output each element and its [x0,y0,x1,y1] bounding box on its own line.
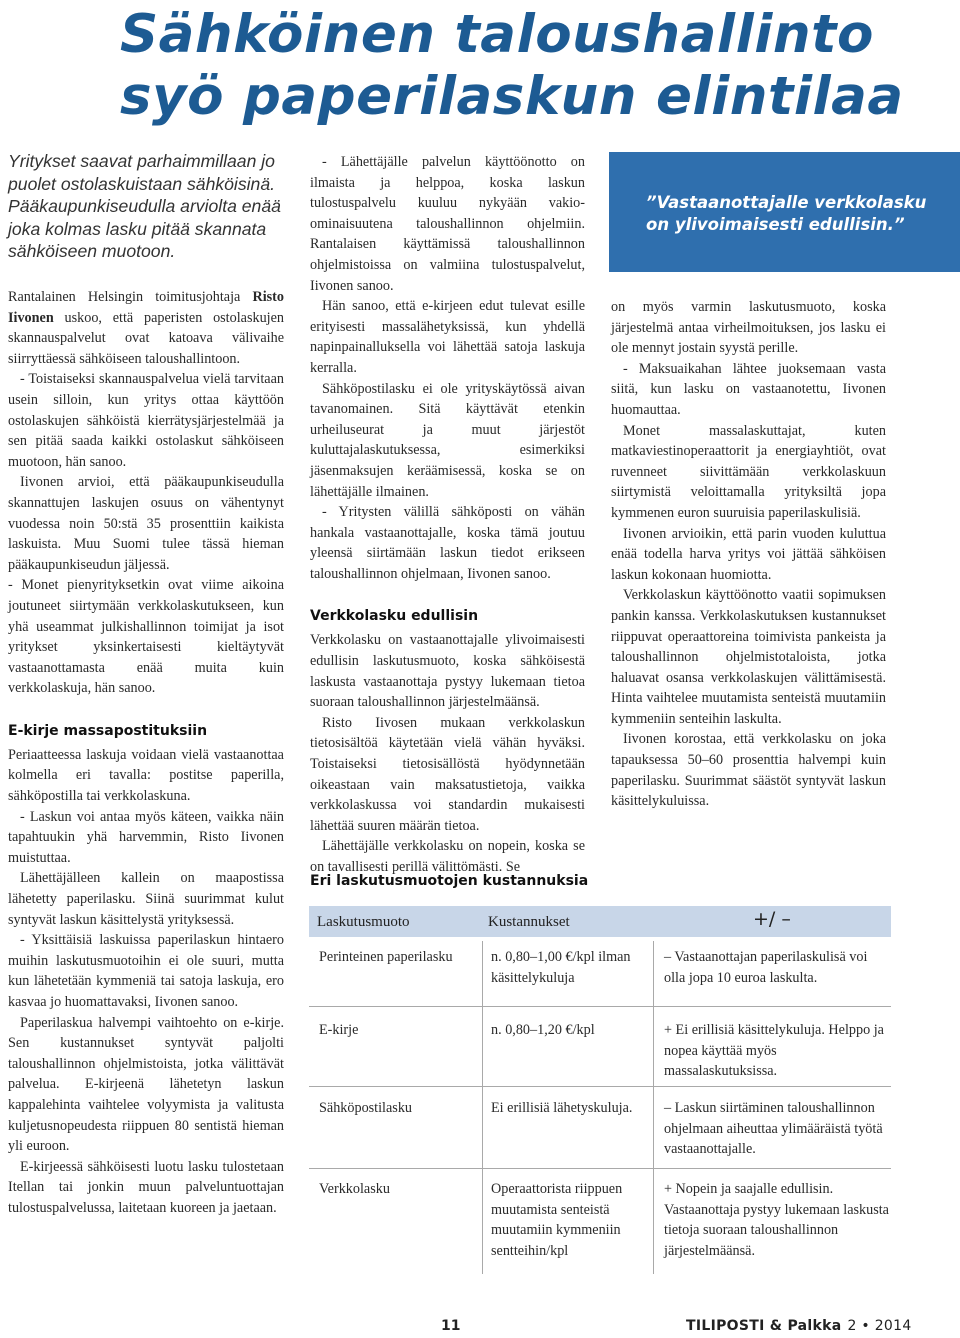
paragraph: Iivonen korostaa, että verkkolasku on joka tapauksessa 50–60 prosenttia halvempi kuin paperilasku. Suurimmat säästöt syntyvät laskun käsittelykuluissa. [611,731,886,810]
paragraph: Lähettäjälle verkkolasku on nopein, koska se on tavallisesti perillä välittömästi. Se [310,838,585,875]
spacer [310,584,585,606]
paragraph: Lähettäjälleen kallein on maapostissa lähetetty paperilasku. Siinä suurimmat kulut syntyvät laskun käsittelystä yrityksessä. [8,870,284,928]
column-2 [310,152,585,878]
text-run: Rantalainen Helsingin toimitusjohtaja [8,289,253,305]
paragraph: Verkkolaskun käyttöönotto vaatii sopimuksen pankin kanssa. Verkkolaskutuksen kustannukset riippuvat operaattoreina toimivista pankeista ja taloushallinnon ohjelmistotaloista, jotka haluavat osansa verkkolaskujen välittämisestä. Hinta vaihtelee muutamista senteistä muutamiin kymmeniin senteihin laskulta. [611,587,886,727]
issue-number: 2 • 2014 [847,1318,912,1334]
cell-note: + Ei erillisiä käsittelykuluja. Helppo ja nopea käyttää myös massalaskutuksissa. [664,1022,884,1079]
paragraph: Hän sanoo, että e-kirjeen edut tulevat esille erityisesti massalähetyksissä, kun yhdellä napinpainalluksella voi lähettää satoja laskuja kerralla. [310,298,585,376]
paragraph: Paperilaskua halvempi vaihtoehto on e-kirje. Sen kustannukset syntyvät paljolti taloushallinnon ohjelmistoista, jotka välittävät palvelua. E-kirjeenä lähetetyn laskun kappalehinta vaihtelee volyymista ja valitusta kuljetusnopeudesta riippuen 80 sentistä hieman yli euroon. [8,1014,284,1155]
column-3 [611,297,886,812]
subheading: Verkkolasku edullisin [310,608,479,625]
text-run: uskoo, että paperisten ostolaskujen skannauspalvelut ovat katoava välivaihe siirryttäessä sähköiseen taloushallintoon. [8,309,284,367]
cell-note: + Nopein ja saajalle edullisin. Vastaanottaja pystyy lukemaan laskusta tietoja suoraan taloushallinnon järjestelmäänsä. [664,1181,889,1259]
cell-type: Verkkolasku [319,1181,390,1197]
cell-cost: n. 0,80–1,00 €/kpl ilman käsittelykuluja [491,949,631,986]
lead-paragraph: Yritykset saavat parhaimmillaan jo puolet ostolaskuistaan sähköisinä. Pääkaupunkiseudulla arviolta enää joka kolmas lasku pitää skannata sähköiseen muotoon. [8,151,281,261]
cell-type: Sähköpostilasku [319,1100,413,1116]
row-divider [309,1086,891,1087]
pull-quote: ”Vastaanottajalle verkkolasku on ylivoimaisesti edullisin.” [609,152,960,272]
paragraph: Iivonen arvioikin, että parin vuoden kuluttua enää todella harva yritys voi jättää sähköisen laskun kokonaan huomiotta. [611,525,886,583]
paragraph [8,287,284,369]
column-header-type: Laskutusmuoto [317,914,410,930]
cell-note: – Vastaanottajan paperilaskulisä voi olla jopa 10 euroa laskulta. [664,949,868,986]
paragraph: - Toistaiseksi skannauspalvelua vielä tarvitaan usein silloin, kun yritys ottaa käyttöön ostolaskujen sähköistä kierrätysjärjestelmää ja sen pitää saada kaikki ostolaskut sähköiseen muotoon, hän sanoo. [8,371,284,470]
row-divider [309,1006,891,1007]
paragraph: Monet massalaskuttajat, kuten matkaviestinoperaattorit ja energiayhtiöt, ovat ruvenneet siivittämään verkkolaskuun siirtymistä veloittamalla yrityksiltä jopa kymmenen euron suuruisia paperilaskulisiä. [611,422,886,521]
table-title: Eri laskutusmuotojen kustannuksia [310,873,589,889]
paragraph: Periaatteessa laskuja voidaan vielä vastaanottaa kolmella eri tavalla: postitse paperilla, sähköpostilla tai verkkolaskuna. [8,746,284,805]
paragraph: - Monet pienyrityksetkin ovat viime aikoina joutuneet siirtymään verkkolaskutukseen, kun yhä useammat julkishallinnon toimijat ja isot yritykset yksinkertaisesti kieltäytyvät vastaanottamasta enää muita kuin verkkolaskuja, hän sanoo. [8,577,284,697]
paragraph: E-kirjeessä sähköisesti luotu lasku tulostetaan Itellan tai jonkin muun palveluntuottajan tulostuspalvelussa, laitetaan kuoreen ja jaetaan. [8,1158,284,1216]
cell-type: Perinteinen paperilasku [319,949,453,965]
column-header-cost: Kustannukset [488,914,570,930]
cell-cost: Ei erillisiä lähetyskuluja. [491,1100,633,1116]
paragraph: Sähköpostilasku ei ole yrityskäytössä aivan tavanomainen. Sitä käyttävät etenkin urheiluseurat ja muut järjestöt kuluttajalaskutuksessa, esimerkiksi jäsenmaksujen keräämisessä, koska se on lähettäjälle ilmainen. [310,380,585,500]
headline-line-1: Sähköinen taloushallinto [120,4,874,65]
table-header-row [309,906,891,937]
cost-table [309,906,891,1274]
paragraph: Verkkolasku on vastaanottajalle ylivoimaisesti edullisin laskutusmuoto, koska sähköisestä laskusta vastaanottaja pystyy lukemaan tietoa suoraan taloushallinnon järjestelmäänsä. [310,632,585,711]
paragraph: on myös varmin laskutusmuoto, koska järjestelmä antaa virheilmoituksen, jos lasku ei ole mennyt jostain syystä perille. [611,299,886,357]
article-headline [120,4,940,128]
row-divider [309,1168,891,1169]
cell-cost: Operaattorista riippuen muutamista senteistä muutamiin kymmeniin sentteihin/kpl [491,1181,623,1259]
page-number: 11 [441,1318,461,1334]
cell-type: E-kirje [319,1022,359,1038]
column-1 [8,287,284,1219]
paragraph: - Yksittäisiä laskuissa paperilaskun hintaero muihin laskutusmuotoihin ei ole suuri, mutta kun lähetetään kymmeniä tai satoja laskuja, ero kasvaa jo huomattavaksi, Iivonen sanoo. [8,932,284,1010]
spacer [8,699,284,721]
subheading: E-kirje massapostituksiin [8,722,208,739]
paragraph: - Yritysten välillä sähköposti on vähän hankala vastaanottajalle, koska tämä joutuu yleensä siirtämään laskun tiedot erikseen taloushallinnon ohjelmaan, Iivonen sanoo. [310,504,585,582]
paragraph: Iivonen arvioi, että pääkaupunkiseudulla skannattujen laskujen osuus on vähentynyt vuodessa noin 50:stä 35 prosenttiin kaikista laskuista. Muu Suomi tulee tässä hieman pääkaupunkiseudun jäljessä. [8,474,284,573]
paragraph: - Lähettäjälle palvelun käyttöönotto on ilmaista ja helppoa, koska laskun tulostuspalvelu kuuluu nykyään vakio-ominaisuutena taloushallinnon ohjelmiin. Rantalaisen käyttämissä taloushallinnon ohjelmistoissa on valmiina tulostuspalvelut, Iivonen sanoo. [310,154,585,294]
cell-note: – Laskun siirtäminen taloushallinnon ohjelmaan aiheuttaa ylimääräistä työtä vastaanottajalle. [664,1100,883,1157]
headline-line-2: syö paperilaskun elintilaa [120,66,904,127]
magazine-name: TILIPOSTI & Palkka [686,1318,842,1334]
cell-cost: n. 0,80–1,20 €/kpl [491,1022,595,1038]
paragraph: - Laskun voi antaa myös käteen, vaikka näin tapahtuukin yhä harvemmin, Risto Iivonen muistuttaa. [8,808,284,866]
magazine-footer [686,1318,912,1334]
column-header-pros-cons: +/ – [753,908,791,930]
paragraph: - Maksuaikahan lähtee juoksemaan vasta siitä, kun lasku on vastaanotettu, Iivonen huomauttaa. [611,360,886,418]
paragraph: Risto Iivosen mukaan verkkolaskun tietosisältöä käytetään vielä vähän hyväksi. Toistaiseksi tietosisällöstä hyödynnetään oikeastaan vain maksatustietoja, vaikka verkkolaskussa voi standardin mukaisesti lähettää suuren määrän tietoa. [310,714,585,834]
person-name: Risto Iivonen [8,289,284,326]
